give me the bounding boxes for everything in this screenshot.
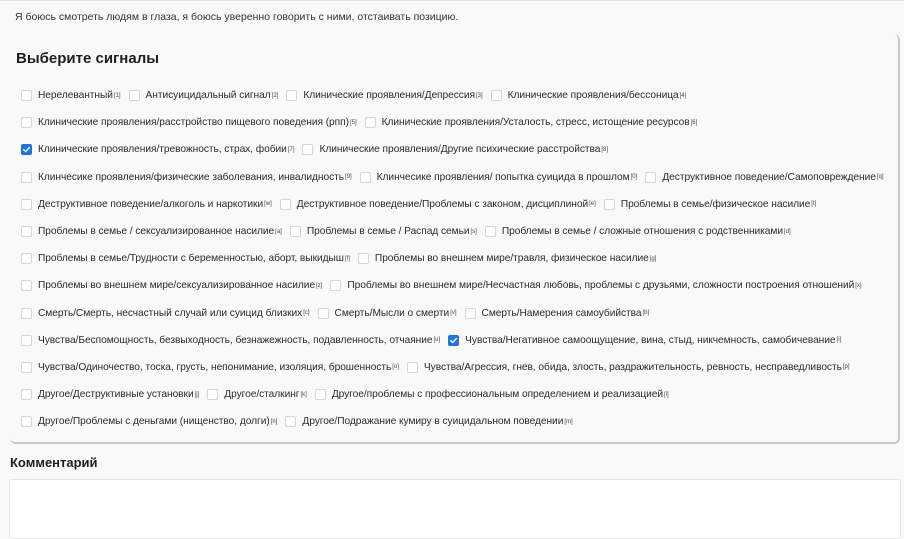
signals-row <box>21 245 891 272</box>
signal-label: Смерть/Мысли о смерти <box>334 307 450 319</box>
signal-label: Другое/Подражание кумиру в суицидальном поведении <box>302 416 564 428</box>
signal-option[interactable] <box>645 172 883 183</box>
signal-option[interactable] <box>21 416 277 427</box>
signal-option[interactable] <box>21 335 440 346</box>
signal-label: Проблемы в семье/Трудности с беременностью, аборт, выкидыш <box>38 253 344 265</box>
shortcut-key: [z] <box>316 282 323 289</box>
signal-option[interactable] <box>302 144 608 155</box>
signal-option[interactable] <box>21 172 352 183</box>
signal-option[interactable] <box>407 362 850 373</box>
signal-option[interactable] <box>485 226 791 237</box>
checkbox[interactable] <box>290 226 301 237</box>
shortcut-key: [4] <box>679 92 687 99</box>
shortcut-key: [j] <box>194 391 200 398</box>
checkbox[interactable] <box>21 389 32 400</box>
checkbox[interactable] <box>318 308 329 319</box>
signal-option[interactable] <box>21 117 357 128</box>
signal-option[interactable] <box>129 90 279 101</box>
signal-option[interactable] <box>21 389 199 400</box>
shortcut-key: [v] <box>450 310 457 317</box>
signals-row <box>21 300 891 327</box>
shortcut-key: [s] <box>470 228 477 235</box>
shortcut-key: [k] <box>300 391 307 398</box>
signal-option[interactable] <box>21 362 399 373</box>
checkbox[interactable] <box>207 389 218 400</box>
signal-label: Клинические проявления/Другие психические расстройства <box>319 144 601 156</box>
shortcut-key: [x] <box>855 282 862 289</box>
shortcut-key: [g] <box>649 255 657 262</box>
checkbox[interactable] <box>21 362 32 373</box>
shortcut-key: [3] <box>475 92 483 99</box>
signal-label: Проблемы в семье / Распад семьи <box>306 226 470 238</box>
checkbox[interactable] <box>645 172 656 183</box>
signal-option[interactable] <box>315 389 669 400</box>
signal-option[interactable] <box>465 308 650 319</box>
shortcut-key: [o] <box>392 364 399 371</box>
signal-option[interactable] <box>21 199 272 210</box>
signals-row <box>21 82 891 109</box>
shortcut-key: [2] <box>271 92 279 99</box>
signal-label: Другое/Деструктивные установки <box>38 389 194 401</box>
top-divider <box>0 0 904 1</box>
signal-label: Клинические проявления/тревожность, страх, фобии <box>38 144 287 156</box>
checkbox[interactable] <box>21 199 32 210</box>
signal-label: Антисуицидальный сигнал <box>145 90 271 102</box>
signal-label: Чувства/Негативное самоощущение, вина, стыд, никчемность, самобичевание <box>465 334 836 346</box>
shortcut-key: [e] <box>589 201 596 208</box>
signal-option[interactable] <box>330 280 861 291</box>
shortcut-key: [d] <box>784 228 791 235</box>
shortcut-key: [a] <box>275 228 282 235</box>
checkbox[interactable] <box>485 226 496 237</box>
checkbox[interactable] <box>604 199 615 210</box>
signal-label: Другое/сталкинг <box>224 389 300 401</box>
shortcut-key: [9] <box>344 174 352 181</box>
checkbox-checked[interactable] <box>448 335 459 346</box>
signal-label: Проблемы во внешнем мире/травля, физическое насилие <box>374 253 649 265</box>
shortcut-key: [m] <box>564 418 573 425</box>
checkbox[interactable] <box>358 253 369 264</box>
signal-label: Клинчесике проявления/ попытка суицида в прошлом <box>376 171 630 183</box>
shortcut-key: [6] <box>690 119 698 126</box>
shortcut-key: [i] <box>836 337 842 344</box>
signal-option[interactable] <box>21 308 310 319</box>
signal-label: Другое/Проблемы с деньгами (нищенство, долги) <box>38 416 270 428</box>
signals-row <box>21 218 891 245</box>
checkbox[interactable] <box>365 117 376 128</box>
signal-option[interactable] <box>21 90 121 101</box>
signals-row <box>21 354 891 381</box>
shortcut-key: [n] <box>270 418 278 425</box>
signal-label: Деструктивное поведение/алкоголь и наркотики <box>38 198 264 210</box>
signal-label: Проблемы в семье / сложные отношения с родственниками <box>501 226 784 238</box>
checkbox[interactable] <box>21 172 32 183</box>
signals-row <box>21 191 891 218</box>
checkbox[interactable] <box>21 117 32 128</box>
checkbox[interactable] <box>21 335 32 346</box>
shortcut-key: [q] <box>876 174 884 181</box>
signal-option[interactable] <box>491 90 687 101</box>
comment-input[interactable] <box>9 479 901 539</box>
signal-label: Деструктивное поведение/Проблемы с законом, дисциплиной <box>296 198 589 210</box>
comment-title: Комментарий <box>10 455 98 470</box>
signal-label: Клинические проявления/Депрессия <box>303 90 475 102</box>
checkbox[interactable] <box>315 389 326 400</box>
signal-label: Проблемы в семье/физическое насилие <box>620 198 811 210</box>
checkbox[interactable] <box>330 280 341 291</box>
shortcut-key: [u] <box>433 337 441 344</box>
signal-label: Проблемы в семье / сексуализированное насилие <box>38 226 275 238</box>
signal-option[interactable] <box>286 90 482 101</box>
shortcut-key: [l] <box>664 391 669 398</box>
signal-label: Смерть/Смерть, несчастный случай или суицид близких <box>38 307 303 319</box>
signal-label: Нерелевантный <box>38 90 113 102</box>
signal-option[interactable] <box>290 226 477 237</box>
signals-row <box>21 408 891 435</box>
signals-row <box>21 164 891 191</box>
checkmark-icon <box>449 336 458 345</box>
shortcut-key: [w] <box>264 201 272 208</box>
signal-option[interactable] <box>207 389 307 400</box>
signal-option[interactable] <box>604 199 817 210</box>
checkbox[interactable] <box>491 90 502 101</box>
signals-list <box>21 82 891 435</box>
signal-option[interactable] <box>21 253 350 264</box>
signals-row <box>21 272 891 299</box>
shortcut-key: [8] <box>601 146 609 153</box>
signal-label: Чувства/Агрессия, гнев, обида, злость, раздражительность, ревность, несправедливость <box>423 361 842 373</box>
panel-title: Выберите сигналы <box>16 50 160 67</box>
signal-option[interactable] <box>365 117 698 128</box>
checkbox[interactable] <box>21 308 32 319</box>
checkbox[interactable] <box>21 280 32 291</box>
shortcut-key: [f] <box>344 255 350 262</box>
checkbox[interactable] <box>286 90 297 101</box>
signals-row <box>21 136 891 163</box>
shortcut-key: [t] <box>811 201 817 208</box>
signal-label: Клинические проявления/Усталость, стресс, истощение ресурсов <box>381 117 690 129</box>
signal-label: Деструктивное поведение/Самоповреждение <box>662 171 876 183</box>
signal-option[interactable] <box>318 308 457 319</box>
checkbox[interactable] <box>21 226 32 237</box>
signal-option[interactable] <box>21 144 294 155</box>
checkbox[interactable] <box>21 90 32 101</box>
signal-label: Другое/проблемы с профессиональным определением и реализацией <box>331 389 664 401</box>
shortcut-key: [7] <box>287 146 295 153</box>
signals-panel <box>10 34 900 444</box>
checkbox[interactable] <box>129 90 140 101</box>
signals-row <box>21 327 891 354</box>
message-text: Я боюсь смотреть людям в глаза, я боюсь уверенно говорить с ними, отстаивать позицию. <box>15 11 459 23</box>
checkbox[interactable] <box>280 199 291 210</box>
shortcut-key: [5] <box>349 119 357 126</box>
signal-label: Смерть/Намерения самоубийства <box>481 307 642 319</box>
checkbox[interactable] <box>21 253 32 264</box>
checkbox[interactable] <box>360 172 371 183</box>
shortcut-key: [0] <box>630 174 638 181</box>
checkbox-checked[interactable] <box>21 144 32 155</box>
signal-label: Чувства/Беспомощность, безвыходность, безнажежность, подавленность, отчаяние <box>38 334 433 346</box>
shortcut-key: [p] <box>842 364 850 371</box>
shortcut-key: [b] <box>642 310 650 317</box>
signal-label: Клинчесике проявления/физические заболевания, инвалидность <box>38 171 344 183</box>
checkbox[interactable] <box>407 362 418 373</box>
signal-option[interactable] <box>285 416 572 427</box>
checkbox[interactable] <box>302 144 313 155</box>
signal-label: Чувства/Одиночество, тоска, грусть, непонимание, изоляция, брошенность <box>38 361 392 373</box>
shortcut-key: [c] <box>303 310 310 317</box>
checkbox[interactable] <box>465 308 476 319</box>
signal-option[interactable] <box>21 226 282 237</box>
checkmark-icon <box>22 145 31 154</box>
signal-label: Проблемы во внешнем мире/сексуализированное насилие <box>38 280 316 292</box>
signal-label: Клинические проявления/бессоница <box>507 90 679 102</box>
signals-row <box>21 381 891 408</box>
signal-option[interactable] <box>21 280 322 291</box>
shortcut-key: [1] <box>113 92 121 99</box>
checkbox[interactable] <box>285 416 296 427</box>
signals-row <box>21 109 891 136</box>
checkbox[interactable] <box>21 416 32 427</box>
signal-option[interactable] <box>280 199 596 210</box>
signal-label: Проблемы во внешнем мире/Несчастная любовь, проблемы с друзьями, сложности построения отношений <box>347 280 855 292</box>
signal-option[interactable] <box>360 172 638 183</box>
signal-option[interactable] <box>448 335 841 346</box>
signal-option[interactable] <box>358 253 656 264</box>
signal-label: Клинические проявления/расстройство пищевого поведения (рпп) <box>38 117 349 129</box>
